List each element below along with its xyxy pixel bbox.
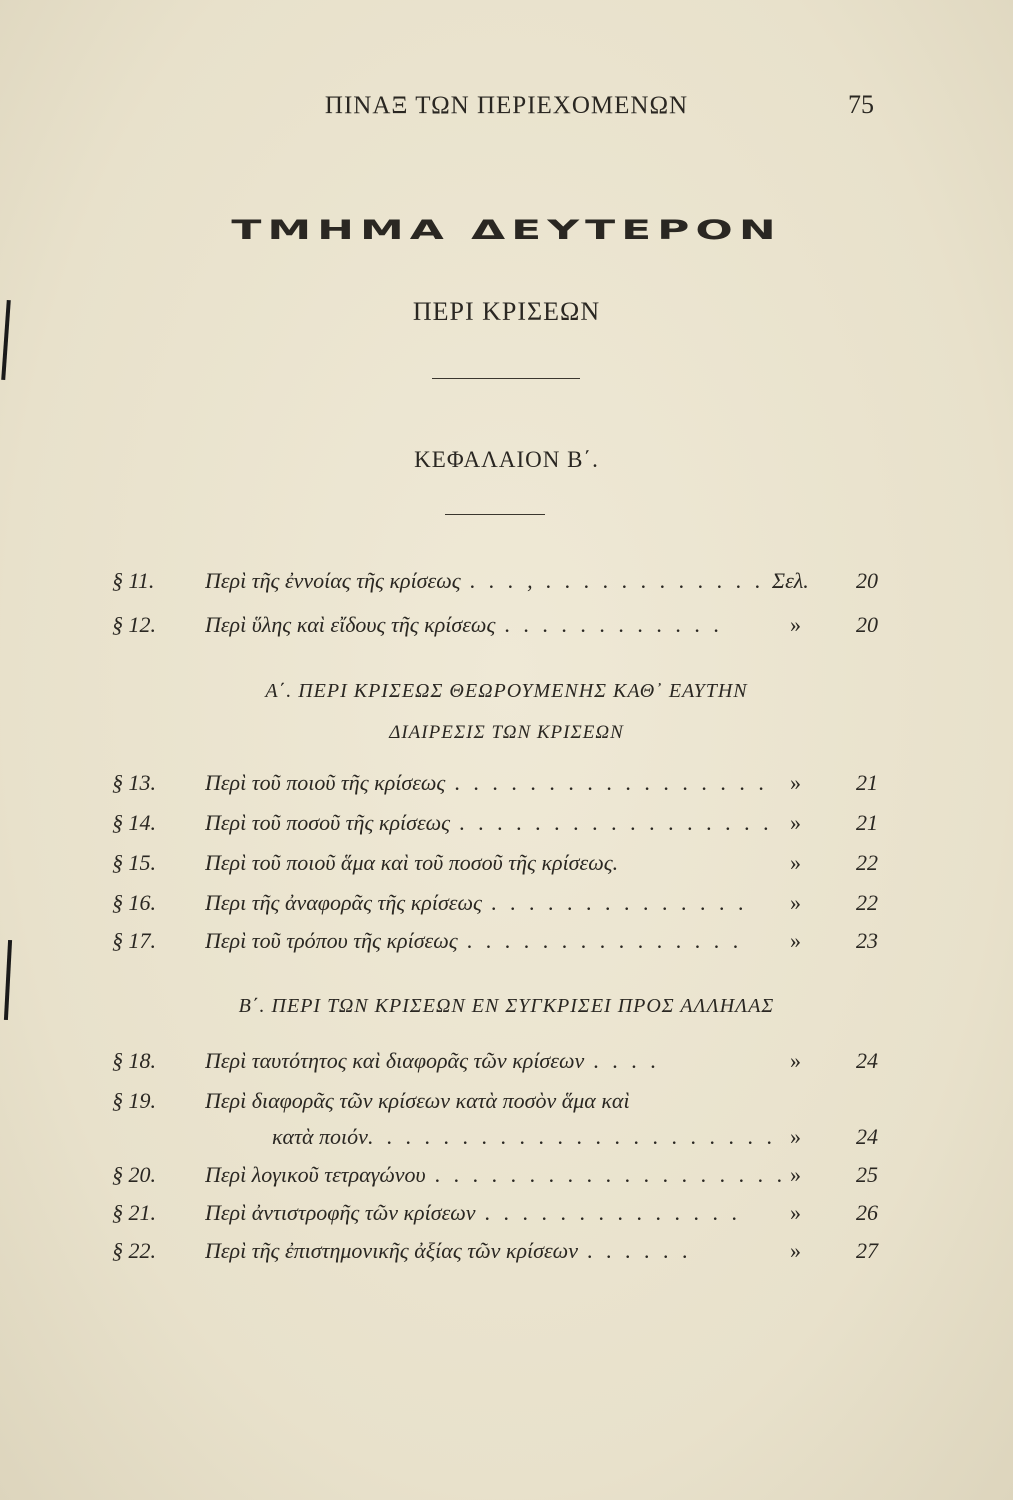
page-prefix: » [790, 1124, 801, 1149]
entry-title: Περι τῆς ἀναφορᾶς τῆς κρίσεως . . . . . . . . . . . . . . [205, 890, 748, 915]
entry-title: Περὶ τοῦ ποσοῦ τῆς κρίσεως . . . . . . . . . . . . . . . . . [205, 810, 774, 835]
toc-entry [0, 890, 1013, 924]
subtitle: ΠΕΡΙ ΚΡΙΣΕΩΝ [412, 297, 601, 326]
divider-rule [445, 514, 545, 515]
toc-entry [0, 568, 1013, 602]
page-number: 75 [848, 90, 874, 119]
toc-entry [0, 810, 1013, 844]
page-ref: 21 [856, 770, 878, 795]
page-ref: 25 [856, 1162, 878, 1187]
section-number: § 19. [112, 1088, 156, 1113]
toc-entry [0, 1048, 1013, 1082]
toc-entry [0, 1162, 1013, 1196]
section-number: § 16. [112, 890, 156, 915]
toc-entry [0, 1088, 1013, 1122]
section-number: § 13. [112, 770, 156, 795]
toc-entry [0, 1200, 1013, 1234]
page-prefix: » [790, 1162, 801, 1187]
running-head: ΠΙΝΑΞ ΤΩΝ ΠΕΡΙΕΧΟΜΕΝΩΝ [324, 92, 689, 119]
chapter-heading: ΚΕΦΑΛΑΙΟΝ Β΄. [414, 447, 599, 472]
toc-entry [0, 612, 1013, 646]
section-number: § 22. [112, 1238, 156, 1263]
entry-title: Περὶ διαφορᾶς τῶν κρίσεων κατὰ ποσὸν ἅμα καὶ [205, 1088, 630, 1113]
entry-title: Περὶ τοῦ τρόπου τῆς κρίσεως . . . . . . . . . . . . . . . [205, 928, 743, 953]
section-number: § 18. [112, 1048, 156, 1073]
page-prefix: » [790, 890, 801, 915]
page-prefix: » [790, 1238, 801, 1263]
part-title: ΤΜΗΜΑ ΔΕΥΤΕΡΟΝ [231, 215, 782, 246]
entry-title: Περὶ λογικοῦ τετραγώνου . . . . . . . . . . . . . . . . . . . [205, 1162, 787, 1187]
page-ref: 22 [856, 890, 878, 915]
section-number: § 11. [112, 568, 155, 593]
section-number: § 12. [112, 612, 156, 637]
section-number: § 14. [112, 810, 156, 835]
page-ref: 20 [856, 612, 878, 637]
page-ref: 21 [856, 810, 878, 835]
page-ref: 27 [856, 1238, 878, 1263]
toc-entry [0, 850, 1013, 884]
page-prefix: » [790, 928, 801, 953]
entry-title: κατὰ ποιόν. . . . . . . . . . . . . . . . . . . . . . [272, 1124, 777, 1149]
page-prefix: » [790, 850, 801, 875]
entry-title: Περὶ ταυτότητος καὶ διαφορᾶς τῶν κρίσεων . . . . [205, 1048, 661, 1073]
page-prefix: Σελ. [772, 568, 809, 593]
section-number: § 21. [112, 1200, 156, 1225]
page-prefix: » [790, 770, 801, 795]
entry-title: Περὶ τοῦ ποιοῦ τῆς κρίσεως . . . . . . . . . . . . . . . . . [205, 770, 769, 795]
section-heading-a: Α΄. ΠΕΡΙ ΚΡΙΣΕΩΣ ΘΕΩΡΟΥΜΕΝΗΣ ΚΑΘ᾿ ΕΑΥΤΗΝ [265, 680, 748, 702]
toc-entry [0, 928, 1013, 962]
subheading-a: ΔΙΑΙΡΕΣΙΣ ΤΩΝ ΚΡΙΣΕΩΝ [389, 722, 624, 743]
page-ref: 26 [856, 1200, 878, 1225]
entry-title: Περὶ ὕλης καὶ εἴδους τῆς κρίσεως . . . . . . . . . . . . [205, 612, 724, 637]
toc-entry [0, 770, 1013, 804]
entry-title: Περὶ τῆς ἐννοίας τῆς κρίσεως . . . , . . . . . . . . . . . . [205, 568, 765, 593]
toc-entry-continuation [0, 1124, 1013, 1158]
divider-rule [432, 378, 580, 379]
page-prefix: » [790, 810, 801, 835]
page-ref: 24 [856, 1048, 878, 1073]
section-number: § 17. [112, 928, 156, 953]
entry-title: Περὶ ἀντιστροφῆς τῶν κρίσεων . . . . . . . . . . . . . . [205, 1200, 742, 1225]
section-number: § 15. [112, 850, 156, 875]
page-prefix: » [790, 612, 801, 637]
section-number: § 20. [112, 1162, 156, 1187]
page-ref: 20 [856, 568, 878, 593]
page-prefix: » [790, 1200, 801, 1225]
section-heading-b: Β΄. ΠΕΡΙ ΤΩΝ ΚΡΙΣΕΩΝ ΕΝ ΣΥΓΚΡΙΣΕΙ ΠΡΟΣ ΑΛΛΗΛΑΣ [238, 995, 775, 1017]
entry-title: Περὶ τοῦ ποιοῦ ἅμα καὶ τοῦ ποσοῦ τῆς κρίσεως. [205, 850, 619, 875]
entry-title: Περὶ τῆς ἐπιστημονικῆς ἀξίας τῶν κρίσεων . . . . . . [205, 1238, 692, 1263]
page-ref: 23 [856, 928, 878, 953]
page-ref: 22 [856, 850, 878, 875]
page-prefix: » [790, 1048, 801, 1073]
toc-entry [0, 1238, 1013, 1272]
page-ref: 24 [856, 1124, 878, 1149]
